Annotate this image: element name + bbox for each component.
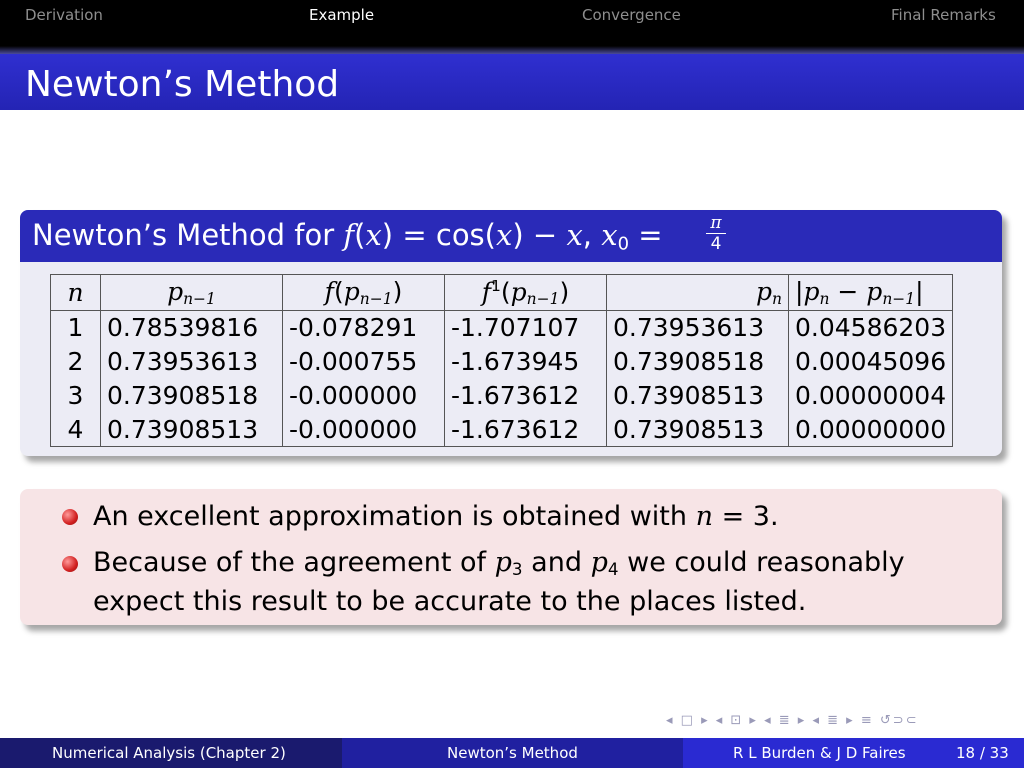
comma: , <box>582 218 593 252</box>
cell-p-prev: 0.73908518 <box>101 379 283 413</box>
cell-fprime: -1.673612 <box>445 379 607 413</box>
footer <box>0 738 1024 768</box>
cell-f: -0.000000 <box>283 413 445 447</box>
var-x: x <box>566 218 583 252</box>
footer-right <box>683 738 1024 768</box>
bullet-icon <box>62 509 78 525</box>
cell-fprime: -1.673612 <box>445 413 607 447</box>
header-p-prev: $p_{n-1}$ <box>101 275 283 311</box>
frame-title: Newton’s Method <box>25 64 340 105</box>
frame-title-bar <box>0 54 1024 110</box>
footer-left <box>0 738 342 768</box>
cell-error: 0.04586203 <box>789 311 953 345</box>
header-n: n <box>51 275 101 311</box>
header-p: $p_n$ <box>607 275 789 311</box>
cell-p-prev: 0.78539816 <box>101 311 283 345</box>
table-row <box>51 311 953 345</box>
var-x0: x <box>601 218 618 252</box>
x0-sub: 0 <box>617 233 630 255</box>
iteration-table <box>50 274 953 447</box>
cell-p-prev: 0.73953613 <box>101 345 283 379</box>
cell-error: 0.00000004 <box>789 379 953 413</box>
nav-derivation[interactable]: Derivation <box>25 6 103 24</box>
nav-prev-subsection-icon[interactable]: ◂ ⊡ ▸ <box>715 713 758 728</box>
cell-p: 0.73953613 <box>607 311 789 345</box>
table-header-row <box>51 275 953 311</box>
nav-final-remarks[interactable]: Final Remarks <box>891 6 996 24</box>
nav-shadow <box>0 46 1024 54</box>
nav-prev-section-icon[interactable]: ◂ ≣ ▸ <box>764 713 807 728</box>
example-block-title <box>32 218 663 254</box>
cell-n: 4 <box>51 413 101 447</box>
nav-search-icon[interactable]: ↺⊃⊂ <box>879 713 919 728</box>
bullet-icon <box>62 556 78 572</box>
cell-f: -0.078291 <box>283 311 445 345</box>
cell-n: 3 <box>51 379 101 413</box>
cell-f: -0.000000 <box>283 379 445 413</box>
nav-convergence[interactable]: Convergence <box>582 6 681 24</box>
example-block-header <box>20 210 1002 262</box>
cell-p-prev: 0.73908513 <box>101 413 283 447</box>
cell-p: 0.73908513 <box>607 413 789 447</box>
footer-course: Numerical Analysis (Chapter 2) <box>52 744 286 762</box>
table-row <box>51 345 953 379</box>
footer-authors: R L Burden & J D Faires <box>733 744 906 762</box>
remark-2-line-2: expect this result to be accurate to the places listed. <box>93 586 807 617</box>
table-row <box>51 413 953 447</box>
header-fprime: $f^1(p_{n-1})$ <box>445 275 607 311</box>
title-prefix: Newton’s Method for <box>32 218 335 252</box>
paren: ) <box>381 218 394 252</box>
header-f: $f(p_{n-1})$ <box>283 275 445 311</box>
cell-f: -0.000755 <box>283 345 445 379</box>
header-error: $|p_n - p_{n-1}|$ <box>789 275 953 311</box>
section-navigation <box>0 0 1024 50</box>
nav-prev-frame-icon[interactable]: ◂ □ ▸ <box>666 713 710 728</box>
minus: − <box>532 218 558 252</box>
remark-1: An excellent approximation is obtained with n = 3. <box>93 501 779 532</box>
cell-error: 0.00000000 <box>789 413 953 447</box>
paren: ( <box>354 218 366 252</box>
equals: = <box>402 218 427 252</box>
nav-example[interactable]: Example <box>309 6 375 24</box>
pi: π <box>710 213 722 233</box>
nav-align-icon[interactable]: ≡ <box>860 713 874 728</box>
cell-error: 0.00045096 <box>789 345 953 379</box>
footer-page-number: 18 / 33 <box>956 744 1009 762</box>
cell-fprime: -1.707107 <box>445 311 607 345</box>
cos: cos <box>435 218 485 252</box>
cell-n: 2 <box>51 345 101 379</box>
paren: ( <box>484 218 496 252</box>
cell-fprime: -1.673945 <box>445 345 607 379</box>
footer-center <box>342 738 683 768</box>
four: 4 <box>710 234 722 254</box>
cell-p: 0.73908518 <box>607 345 789 379</box>
paren: ) <box>512 218 524 252</box>
var-x: x <box>496 218 513 252</box>
beamer-navigation-symbols <box>666 713 919 728</box>
cell-p: 0.73908513 <box>607 379 789 413</box>
fn-f: f <box>343 218 355 252</box>
equals: = <box>638 218 663 252</box>
table-row <box>51 379 953 413</box>
remark-2: Because of the agreement of $p_3$ and $p_4$ we could reasonably <box>93 547 905 580</box>
cell-n: 1 <box>51 311 101 345</box>
var-x: x <box>365 218 382 252</box>
nav-next-section-icon[interactable]: ◂ ≣ ▸ <box>812 713 855 728</box>
pi-over-four <box>706 214 726 253</box>
remarks-block <box>20 489 1002 625</box>
example-block <box>20 210 1002 456</box>
footer-topic: Newton’s Method <box>447 744 578 762</box>
